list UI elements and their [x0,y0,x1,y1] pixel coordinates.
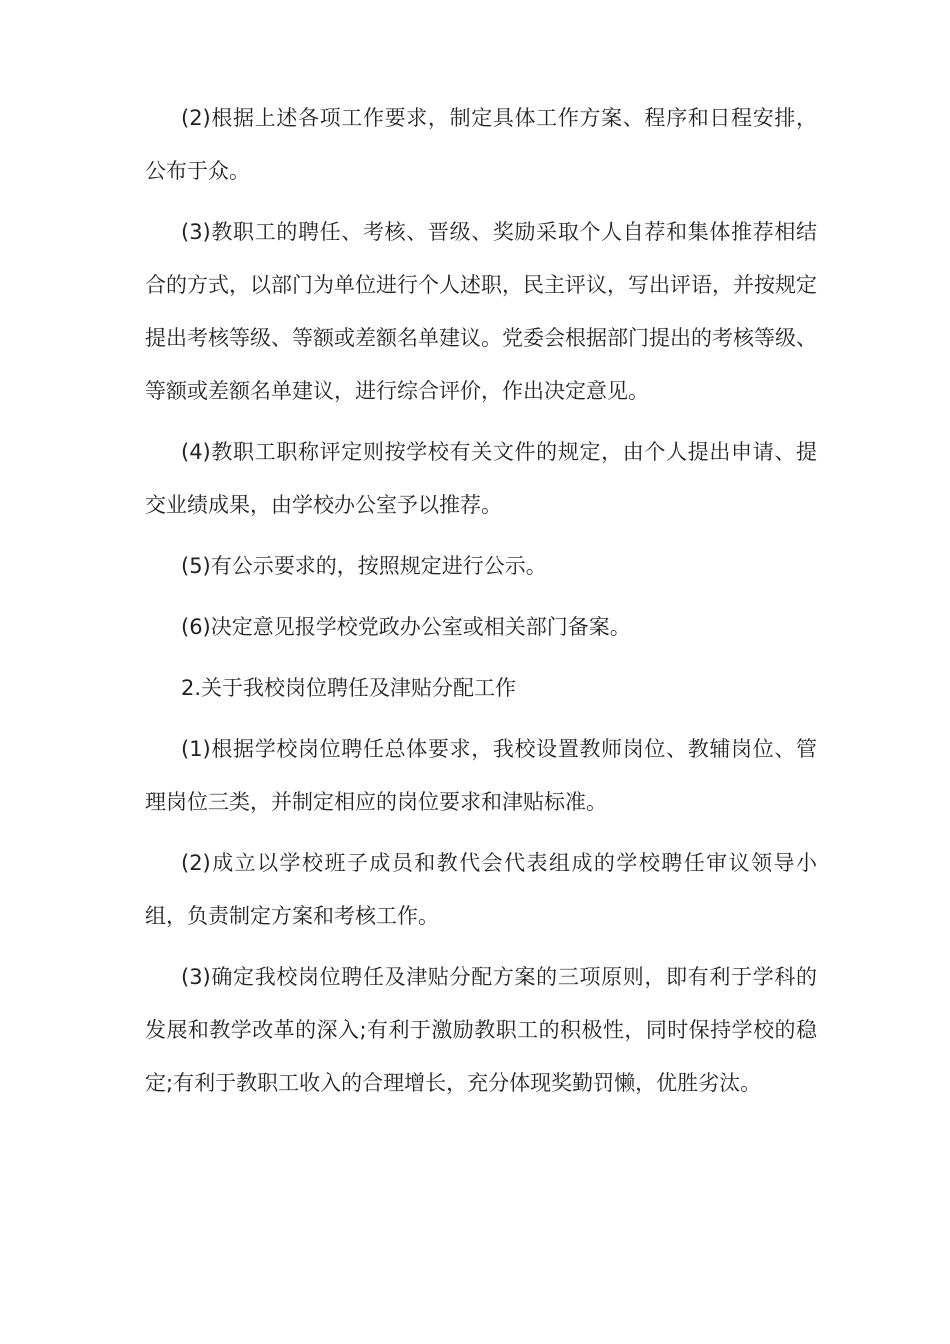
paragraph-item-2-review-group: (2)成立以学校班子成员和教代会代表组成的学校聘任审议领导小组，负责制定方案和考核工作。 [145,851,817,928]
paragraph-item-2-plan: (2)根据上述各项工作要求，制定具体工作方案、程序和日程安排，公布于众。 [145,106,817,183]
paragraph-item-4-title-evaluation: (4)教职工职称评定则按学校有关文件的规定，由个人提出申请、提交业绩成果，由学校办公室予以推荐。 [145,440,817,517]
paragraph-item-5-publicity: (5)有公示要求的，按照规定进行公示。 [181,554,547,578]
section-heading-2: 2.关于我校岗位聘任及津贴分配工作 [181,676,517,700]
document-body [145,92,817,1118]
paragraph-item-3-appraisal: (3)教职工的聘任、考核、晋级、奖励采取个人自荐和集体推荐相结合的方式，以部门为单位进行个人述职，民主评议，写出评语，并按规定提出考核等级、等额或差额名单建议。党委会根据部门提出的考核等级、等额或差额名单建议，进行综合评价，作出决定意见。 [145,220,817,403]
paragraph-item-1-post-setting: (1)根据学校岗位聘任总体要求，我校设置教师岗位、教辅岗位、管理岗位三类，并制定相应的岗位要求和津贴标准。 [145,737,817,814]
paragraph-item-3-principles: (3)确定我校岗位聘任及津贴分配方案的三项原则，即有利于学科的发展和教学改革的深入;有利于激励教职工的积极性，同时保持学校的稳定;有利于教职工收入的合理增长，充分体现奖勤罚懒，优胜劣汰。 [145,965,817,1095]
paragraph-item-6-filing: (6)决定意见报学校党政办公室或相关部门备案。 [181,615,631,639]
